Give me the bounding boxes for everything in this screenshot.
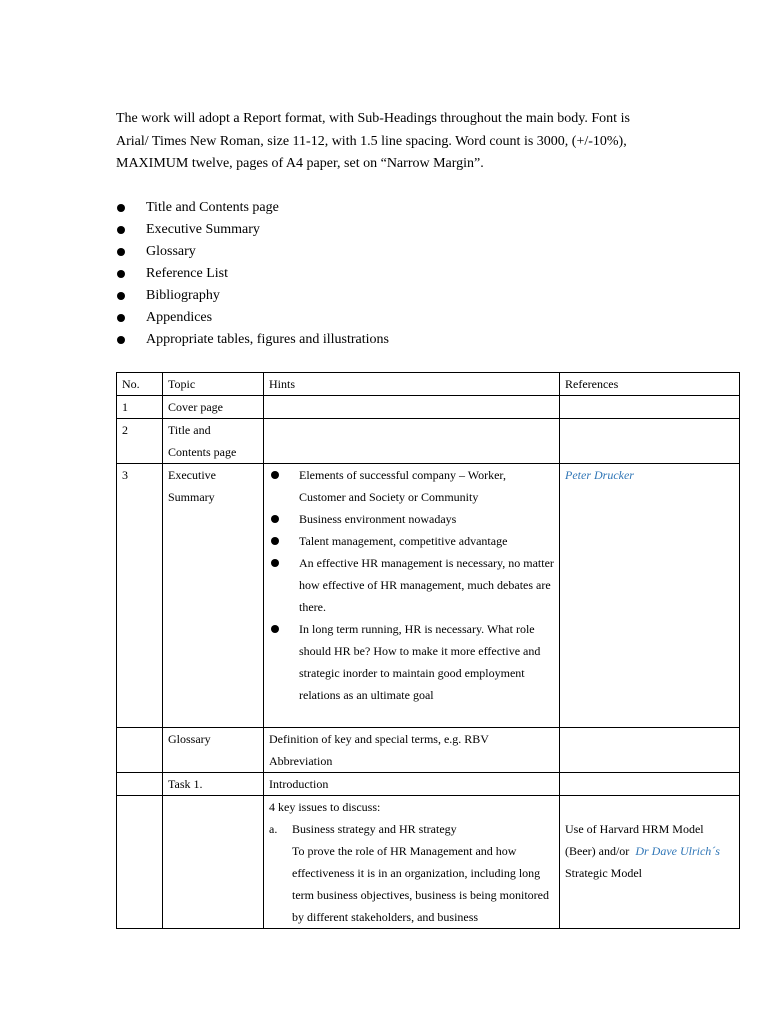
header-no: No. bbox=[117, 373, 163, 396]
cell-topic: Task 1. bbox=[163, 773, 264, 796]
intro-line: Arial/ Times New Roman, size 11-12, with 1.5 line spacing. Word count is 3000, (+/-10%), bbox=[116, 133, 627, 149]
cell-references bbox=[560, 419, 740, 464]
list-item-label: Glossary bbox=[146, 244, 196, 259]
cell-no bbox=[117, 773, 163, 796]
list-item bbox=[116, 285, 389, 307]
bullet-icon bbox=[271, 471, 279, 479]
cell-hints: Introduction bbox=[264, 773, 560, 796]
table-row bbox=[117, 773, 740, 796]
reference-link[interactable]: Peter Drucker bbox=[565, 468, 634, 482]
bullet-icon bbox=[271, 515, 279, 523]
list-item bbox=[116, 329, 389, 351]
cell-references bbox=[560, 773, 740, 796]
cell-topic bbox=[163, 419, 264, 464]
topic-line: Executive bbox=[168, 468, 216, 482]
list-item bbox=[269, 618, 554, 706]
cell-topic: Cover page bbox=[163, 396, 264, 419]
list-item bbox=[269, 464, 554, 508]
hint-line: Abbreviation bbox=[269, 754, 333, 768]
table-row bbox=[117, 396, 740, 419]
bullet-icon bbox=[117, 248, 125, 256]
bullet-icon bbox=[117, 336, 125, 344]
cell-references bbox=[560, 396, 740, 419]
cell-topic bbox=[163, 796, 264, 929]
list-item-label: Appendices bbox=[146, 310, 213, 325]
bullet-icon bbox=[117, 226, 125, 234]
cell-topic bbox=[163, 464, 264, 728]
list-item bbox=[269, 818, 554, 840]
cell-references bbox=[560, 728, 740, 773]
table-header-row bbox=[117, 373, 740, 396]
cell-hints bbox=[264, 728, 560, 773]
intro-line: The work will adopt a Report format, with Sub-Headings throughout the main body. Font is bbox=[116, 111, 630, 126]
cell-no: 3 bbox=[117, 464, 163, 728]
cell-hints bbox=[264, 796, 560, 929]
reference-link[interactable]: Dr Dave Ulrich´s bbox=[635, 844, 720, 858]
cell-no bbox=[117, 796, 163, 929]
reference-text bbox=[565, 796, 734, 884]
topic-line: Title and bbox=[168, 423, 211, 437]
bullet-icon bbox=[117, 314, 125, 322]
topic-line: Summary bbox=[168, 490, 215, 504]
list-item-label: Bibliography bbox=[146, 288, 220, 303]
cell-hints bbox=[264, 464, 560, 728]
bullet-icon bbox=[117, 270, 125, 278]
bullet-icon bbox=[271, 625, 279, 633]
reference-text-part: Strategic Model bbox=[565, 866, 642, 880]
list-item bbox=[116, 307, 389, 329]
cell-no bbox=[117, 728, 163, 773]
cell-hints bbox=[264, 419, 560, 464]
cell-no: 2 bbox=[117, 419, 163, 464]
hint-text: Business environment nowadays bbox=[299, 512, 457, 526]
intro-paragraph bbox=[116, 108, 676, 176]
list-item bbox=[269, 508, 554, 530]
header-hints: Hints bbox=[264, 373, 560, 396]
bullet-icon bbox=[117, 292, 125, 300]
header-references: References bbox=[560, 373, 740, 396]
list-item bbox=[116, 263, 389, 285]
bullet-icon bbox=[117, 204, 125, 212]
report-sections-list bbox=[116, 197, 389, 351]
cell-no: 1 bbox=[117, 396, 163, 419]
item-body: To prove the role of HR Management and how effectiveness it is in an organization, including long term business objectives, business is being monitored by different stakeholders, and business bbox=[292, 844, 549, 924]
list-item bbox=[116, 197, 389, 219]
table-row bbox=[117, 464, 740, 728]
hint-intro: 4 key issues to discuss: bbox=[269, 800, 381, 814]
list-item bbox=[116, 241, 389, 263]
hint-text: Elements of successful company – Worker, Customer and Society or Community bbox=[299, 468, 506, 504]
table-row bbox=[117, 728, 740, 773]
list-item-label: Appropriate tables, figures and illustrations bbox=[146, 332, 389, 347]
hint-text: In long term running, HR is necessary. What role should HR be? How to make it more effective and strategic inorder to maintain good employment relations as an ultimate goal bbox=[299, 622, 541, 702]
item-title: Business strategy and HR strategy bbox=[292, 822, 457, 836]
hint-text: An effective HR management is necessary, no matter how effective of HR management, much debates are there. bbox=[299, 556, 554, 614]
bullet-icon bbox=[271, 537, 279, 545]
intro-line: MAXIMUM twelve, pages of A4 paper, set on “Narrow Margin”. bbox=[116, 156, 484, 171]
header-topic: Topic bbox=[163, 373, 264, 396]
reference-text-part: Use of Harvard HRM Model (Beer) and/or bbox=[565, 822, 704, 858]
cell-topic: Glossary bbox=[163, 728, 264, 773]
list-item-label: Title and Contents page bbox=[146, 200, 279, 215]
list-item bbox=[269, 530, 554, 552]
report-structure-table bbox=[116, 372, 740, 929]
list-item bbox=[269, 552, 554, 618]
list-marker: a. bbox=[269, 822, 278, 836]
hints-list bbox=[269, 464, 554, 706]
cell-references bbox=[560, 464, 740, 728]
list-item-label: Executive Summary bbox=[146, 222, 260, 237]
bullet-icon bbox=[271, 559, 279, 567]
list-item-label: Reference List bbox=[146, 266, 229, 281]
table-row bbox=[117, 796, 740, 929]
topic-line: Contents page bbox=[168, 445, 237, 459]
list-item bbox=[116, 219, 389, 241]
hint-line: Definition of key and special terms, e.g. RBV bbox=[269, 732, 489, 746]
cell-hints bbox=[264, 396, 560, 419]
hint-text: Talent management, competitive advantage bbox=[299, 534, 508, 548]
cell-references bbox=[560, 796, 740, 929]
table-row bbox=[117, 419, 740, 464]
